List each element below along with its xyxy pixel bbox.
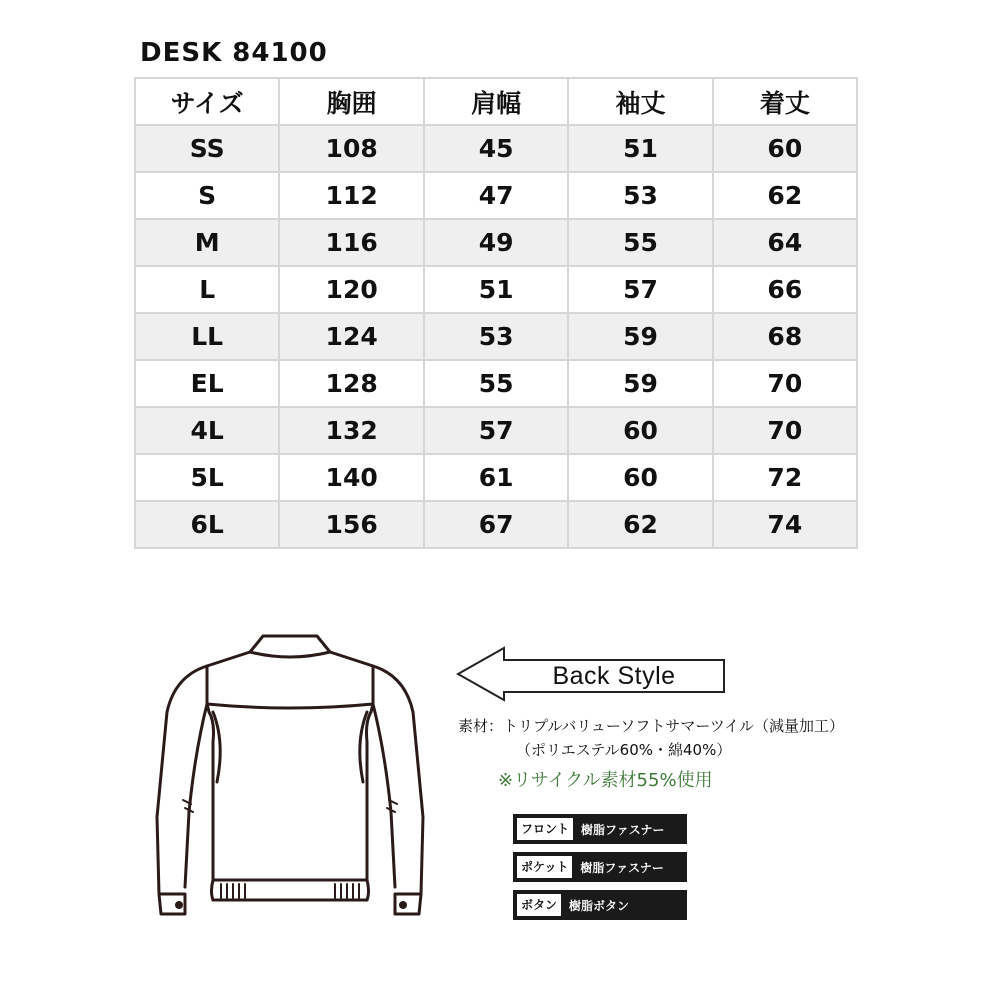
table-cell: 68 bbox=[713, 313, 857, 360]
header-sleeve: 袖丈 bbox=[568, 78, 712, 125]
table-cell: 60 bbox=[568, 454, 712, 501]
table-cell: 116 bbox=[279, 219, 424, 266]
spec-key: フロント bbox=[517, 818, 573, 840]
table-cell: 51 bbox=[568, 125, 712, 172]
table-cell: 70 bbox=[713, 360, 857, 407]
table-cell: 60 bbox=[568, 407, 712, 454]
table-cell: 156 bbox=[279, 501, 424, 548]
table-cell: 124 bbox=[279, 313, 424, 360]
table-cell: 62 bbox=[568, 501, 712, 548]
table-cell: L bbox=[135, 266, 279, 313]
header-length: 着丈 bbox=[713, 78, 857, 125]
table-cell: 74 bbox=[713, 501, 857, 548]
table-cell: 61 bbox=[424, 454, 568, 501]
table-cell: SS bbox=[135, 125, 279, 172]
size-table bbox=[134, 77, 858, 549]
material-text: 素材：トリプルバリューソフトサマーツイル（減量加工） bbox=[458, 717, 844, 735]
spec-front bbox=[513, 814, 687, 844]
spec-key: ポケット bbox=[517, 856, 572, 878]
table-cell: 6L bbox=[135, 501, 279, 548]
table-cell: 49 bbox=[424, 219, 568, 266]
table-row bbox=[135, 266, 857, 313]
table-cell: 64 bbox=[713, 219, 857, 266]
table-cell: M bbox=[135, 219, 279, 266]
table-cell: 5L bbox=[135, 454, 279, 501]
table-cell: 108 bbox=[279, 125, 424, 172]
table-cell: 140 bbox=[279, 454, 424, 501]
table-cell: EL bbox=[135, 360, 279, 407]
spec-value: 樹脂ファスナー bbox=[580, 860, 664, 875]
table-row bbox=[135, 501, 857, 548]
back-style-label: Back Style bbox=[552, 662, 676, 690]
header-size: サイズ bbox=[135, 78, 279, 125]
table-cell: 72 bbox=[713, 454, 857, 501]
table-cell: 51 bbox=[424, 266, 568, 313]
table-row bbox=[135, 172, 857, 219]
table-cell: 67 bbox=[424, 501, 568, 548]
table-cell: 66 bbox=[713, 266, 857, 313]
table-cell: 120 bbox=[279, 266, 424, 313]
spec-value: 樹脂ボタン bbox=[569, 898, 630, 913]
table-cell: 4L bbox=[135, 407, 279, 454]
model-title: DESK 84100 bbox=[140, 38, 328, 68]
header-chest: 胸囲 bbox=[279, 78, 424, 125]
table-cell: 57 bbox=[424, 407, 568, 454]
table-cell: 47 bbox=[424, 172, 568, 219]
header-shoulder: 肩幅 bbox=[424, 78, 568, 125]
recycle-note: ※リサイクル素材55%使用 bbox=[498, 770, 713, 791]
spec-pocket bbox=[513, 852, 687, 882]
table-cell: 57 bbox=[568, 266, 712, 313]
spec-value: 樹脂ファスナー bbox=[581, 822, 665, 837]
table-cell: 55 bbox=[424, 360, 568, 407]
table-row bbox=[135, 360, 857, 407]
table-cell: 70 bbox=[713, 407, 857, 454]
table-cell: 62 bbox=[713, 172, 857, 219]
jacket-back-illustration bbox=[155, 632, 425, 922]
table-cell: 55 bbox=[568, 219, 712, 266]
table-cell: 60 bbox=[713, 125, 857, 172]
table-header-row bbox=[135, 78, 857, 125]
table-cell: 59 bbox=[568, 313, 712, 360]
table-row bbox=[135, 313, 857, 360]
table-row bbox=[135, 125, 857, 172]
table-cell: LL bbox=[135, 313, 279, 360]
spec-button bbox=[513, 890, 687, 920]
table-cell: 128 bbox=[279, 360, 424, 407]
table-cell: 132 bbox=[279, 407, 424, 454]
table-row bbox=[135, 407, 857, 454]
spec-key: ボタン bbox=[517, 894, 561, 916]
table-cell: 53 bbox=[568, 172, 712, 219]
table-cell: 59 bbox=[568, 360, 712, 407]
table-cell: 45 bbox=[424, 125, 568, 172]
table-cell: 53 bbox=[424, 313, 568, 360]
table-cell: S bbox=[135, 172, 279, 219]
table-row bbox=[135, 219, 857, 266]
table-cell: 112 bbox=[279, 172, 424, 219]
table-row bbox=[135, 454, 857, 501]
material-composition: （ポリエステル60%・綿40%） bbox=[516, 741, 732, 759]
